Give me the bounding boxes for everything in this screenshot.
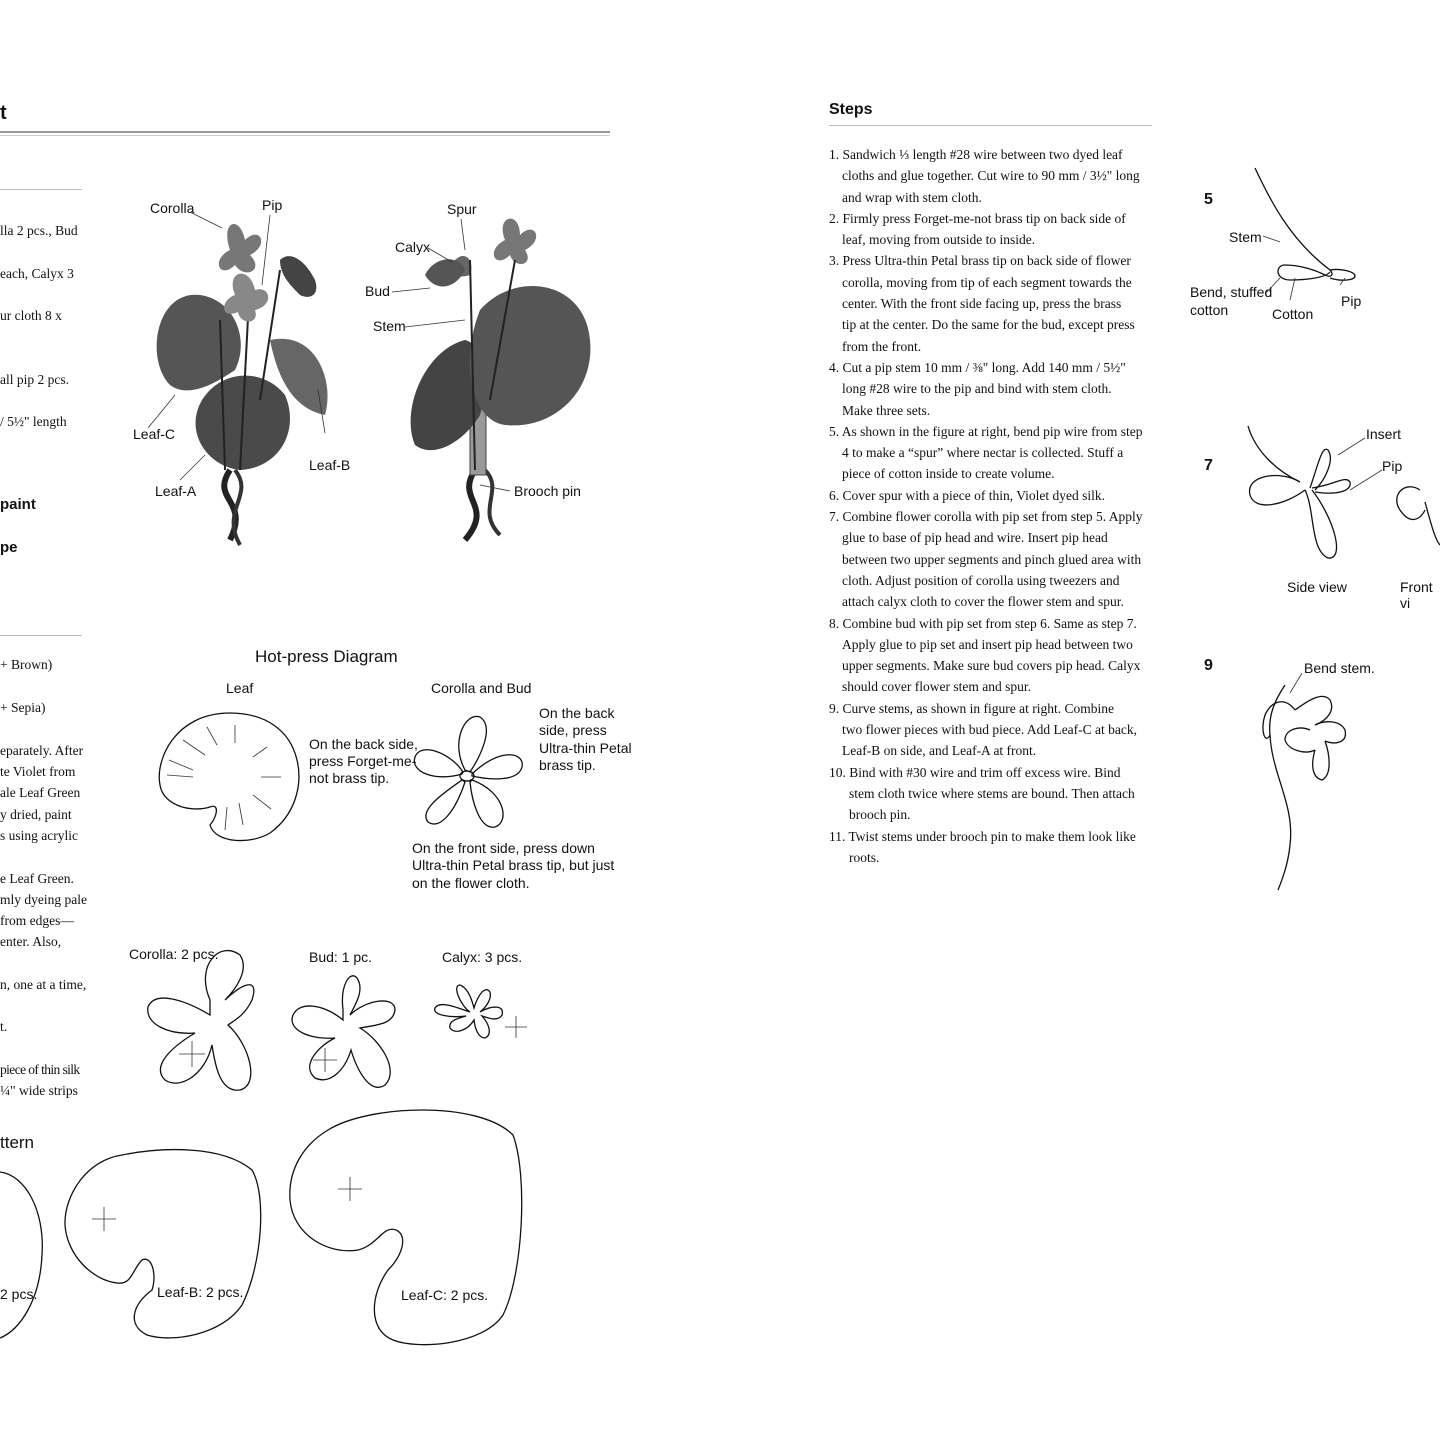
step-line: cloth. Adjust position of corolla using tweezers and [842,572,1120,588]
fig5-bend-label-2: cotton [1190,302,1229,318]
fig9-bend-stem-label: Bend stem. [1304,660,1375,676]
fig5-cotton-label: Cotton [1272,306,1314,322]
step-line: 11. Twist stems under brooch pin to make them look like [829,828,1136,844]
label-leaf-c: Leaf-C [133,426,176,442]
fig7-side-view-label: Side view [1287,579,1347,595]
pattern-title: ttern [0,1133,35,1152]
fig9-number: 9 [1204,657,1213,674]
step-item [829,208,1159,251]
pattern-bud-shape [285,970,410,1095]
dye-line-1: + Brown) [0,657,53,672]
dye-line-6: y dried, paint [0,807,72,822]
hot-press-leaf-label: Leaf [226,680,254,696]
dye-line-11: enter. Also, [0,934,62,949]
pattern-leaf-b-shape [62,1145,267,1345]
tools-line-2: pe [0,539,18,556]
step-line: and wrap with stem cloth. [842,189,982,205]
dye-line-5: ale Leaf Green [0,785,81,800]
step-line: Apply glue to pip set and insert pip head between two [842,636,1133,652]
fig5-number: 5 [1204,191,1213,208]
pattern-leaf-c-label: Leaf-C: 2 pcs. [401,1287,489,1303]
step-line: 6. Cover spur with a piece of thin, Violet dyed silk. [829,487,1106,503]
step-item [829,357,1159,421]
dye-line-2: + Sepia) [0,700,46,715]
dye-line-8: e Leaf Green. [0,871,74,886]
pattern-calyx-label: Calyx: 3 pcs. [442,949,523,965]
step-line: brooch pin. [849,807,911,823]
pattern-leaf-a-label: 2 pcs. [0,1286,38,1302]
step-item [829,485,1159,506]
step-line: should cover flower stem and spur. [842,679,1031,695]
front-note-2: Ultra-thin Petal brass tip, but just [412,857,615,873]
label-stem: Stem [373,318,406,334]
dye-line-15: ¼" wide strips [0,1083,78,1098]
step-line: 4. Cut a pip stem 10 mm / ⅜" long. Add 140 mm / 5½" [829,359,1126,375]
corolla-note-1: On the back [539,705,615,721]
step-line: 2. Firmly press Forget-me-not brass tip on back side of [829,210,1126,226]
step-line: upper segments. Make sure bud covers pip head. Calyx [842,658,1141,674]
step-item [829,250,1159,356]
step-item [829,613,1159,698]
front-note-3: on the flower cloth. [412,875,530,891]
dye-line-7: s using acrylic [0,828,78,843]
dye-line-12: n, one at a time, [0,977,87,992]
step-item [829,762,1159,826]
step-line: glue to base of pip head and wire. Insert pip head [842,530,1108,546]
corolla-note-3: Ultra-thin Petal [539,740,632,756]
fig5-pip-label: Pip [1341,293,1362,309]
step-line: 9. Curve stems, as shown in figure at right. Combine [829,700,1114,716]
step-item [829,144,1159,208]
step-line: tip at the center. Do the same for the bud, except press [842,317,1135,333]
dye-line-14: piece of thin silk [0,1062,80,1077]
dye-line-10: from edges— [0,913,74,928]
step-item [829,421,1159,485]
label-corolla: Corolla [150,200,195,216]
step-item [829,826,1159,869]
step-line: 7. Combine flower corolla with pip set from step 5. Apply [829,509,1143,525]
pattern-leaf-b-label: Leaf-B: 2 pcs. [157,1284,244,1300]
dye-line-13: t. [0,1019,8,1034]
label-calyx: Calyx [395,239,431,255]
fig7-front-view-label: Front vi [1400,579,1433,611]
label-bud: Bud [365,283,390,299]
label-leaf-b: Leaf-B [309,457,351,473]
label-brooch-pin: Brooch pin [514,483,581,499]
corolla-note-2: side, press [539,722,607,738]
step-line: 4 to make a “spur” where nectar is collected. Stuff a [842,445,1124,461]
front-note-1: On the front side, press down [412,840,595,856]
section-title: t [0,102,7,124]
tools-line-1: paint [0,496,36,513]
pattern-corolla-shape [140,945,285,1095]
materials-line-4: all pip 2 pcs. [0,372,69,387]
step-line: from the front. [842,338,922,354]
hot-press-leaf-shape [155,705,305,850]
hot-press-corolla-bud-label: Corolla and Bud [431,680,532,696]
step-line: 8. Combine bud with pip set from step 6. Same as step 7. [829,615,1137,631]
fig7-number: 7 [1204,457,1213,474]
step-line: two flower pieces with bud piece. Add Leaf-C at back, [842,722,1138,738]
step-line: long #28 wire to the pip and bind with stem cloth. [842,381,1112,397]
step-line: roots. [849,849,880,865]
label-spur: Spur [447,201,477,217]
steps-rule [829,125,1152,126]
dye-line-9: mly dyeing pale [0,892,87,907]
step-line: between two upper segments and pinch glued area with [842,551,1142,567]
fig5-bend-label: Bend, stuffed [1190,284,1273,300]
step-line: piece of cotton inside to create volume. [842,466,1055,482]
pattern-corolla-label: Corolla: 2 pcs. [129,946,219,962]
label-leaf-a: Leaf-A [155,483,197,499]
leaf-note-3: not brass tip. [309,770,390,786]
step-line: attach calyx cloth to cover the flower stem and spur. [842,594,1124,610]
hot-press-title: Hot-press Diagram [255,647,398,666]
dye-line-4: te Violet from [0,764,76,779]
step-line: cloths and glue together. Cut wire to 90 mm / 3½" long [842,168,1140,184]
step-line: Make three sets. [842,402,931,418]
step-item [829,698,1159,762]
dye-line-3: eparately. After [0,743,84,758]
steps-list [829,144,1159,868]
label-pip: Pip [262,197,283,213]
step-item [829,506,1159,612]
step-line: 10. Bind with #30 wire and trim off excess wire. Bind [829,764,1121,780]
hot-press-corolla-shape [410,712,530,842]
steps-title: Steps [829,101,873,118]
corolla-note-4: brass tip. [539,757,596,773]
step-line: leaf, moving from outside to inside. [842,232,1036,248]
fig7-pip-label: Pip [1382,458,1403,474]
materials-line-1: lla 2 pcs., Bud [0,223,78,238]
materials-line-2: each, Calyx 3 [0,266,74,281]
step-line: stem cloth twice where stems are bound. Then attach [849,785,1135,801]
fig7-drawing [1240,420,1440,570]
step-line: 1. Sandwich ⅓ length #28 wire between two dyed leaf [829,147,1123,162]
fig5-stem-label: Stem [1229,229,1262,245]
fig9-drawing [1240,665,1390,895]
step-line: corolla, moving from tip of each segment towards the [842,274,1132,290]
fig7-insert-label: Insert [1366,426,1402,442]
pattern-bud-label: Bud: 1 pc. [309,949,373,965]
pattern-leaf-a-shape [0,1170,50,1340]
materials-line-5: / 5½" length [0,414,67,429]
pattern-calyx-shape [430,980,535,1045]
leaf-note-2: press Forget-me- [309,753,417,769]
materials-line-3: ur cloth 8 x [0,308,62,323]
step-line: Leaf-B on side, and Leaf-A at front. [842,743,1037,759]
step-line: 3. Press Ultra-thin Petal brass tip on back side of flower [829,253,1131,269]
step-line: center. With the front side facing up, press the brass [842,296,1122,312]
step-line: 5. As shown in the figure at right, bend pip wire from step [829,423,1143,439]
pattern-leaf-c-shape [288,1105,528,1350]
leaf-note-1: On the back side, [309,736,418,752]
